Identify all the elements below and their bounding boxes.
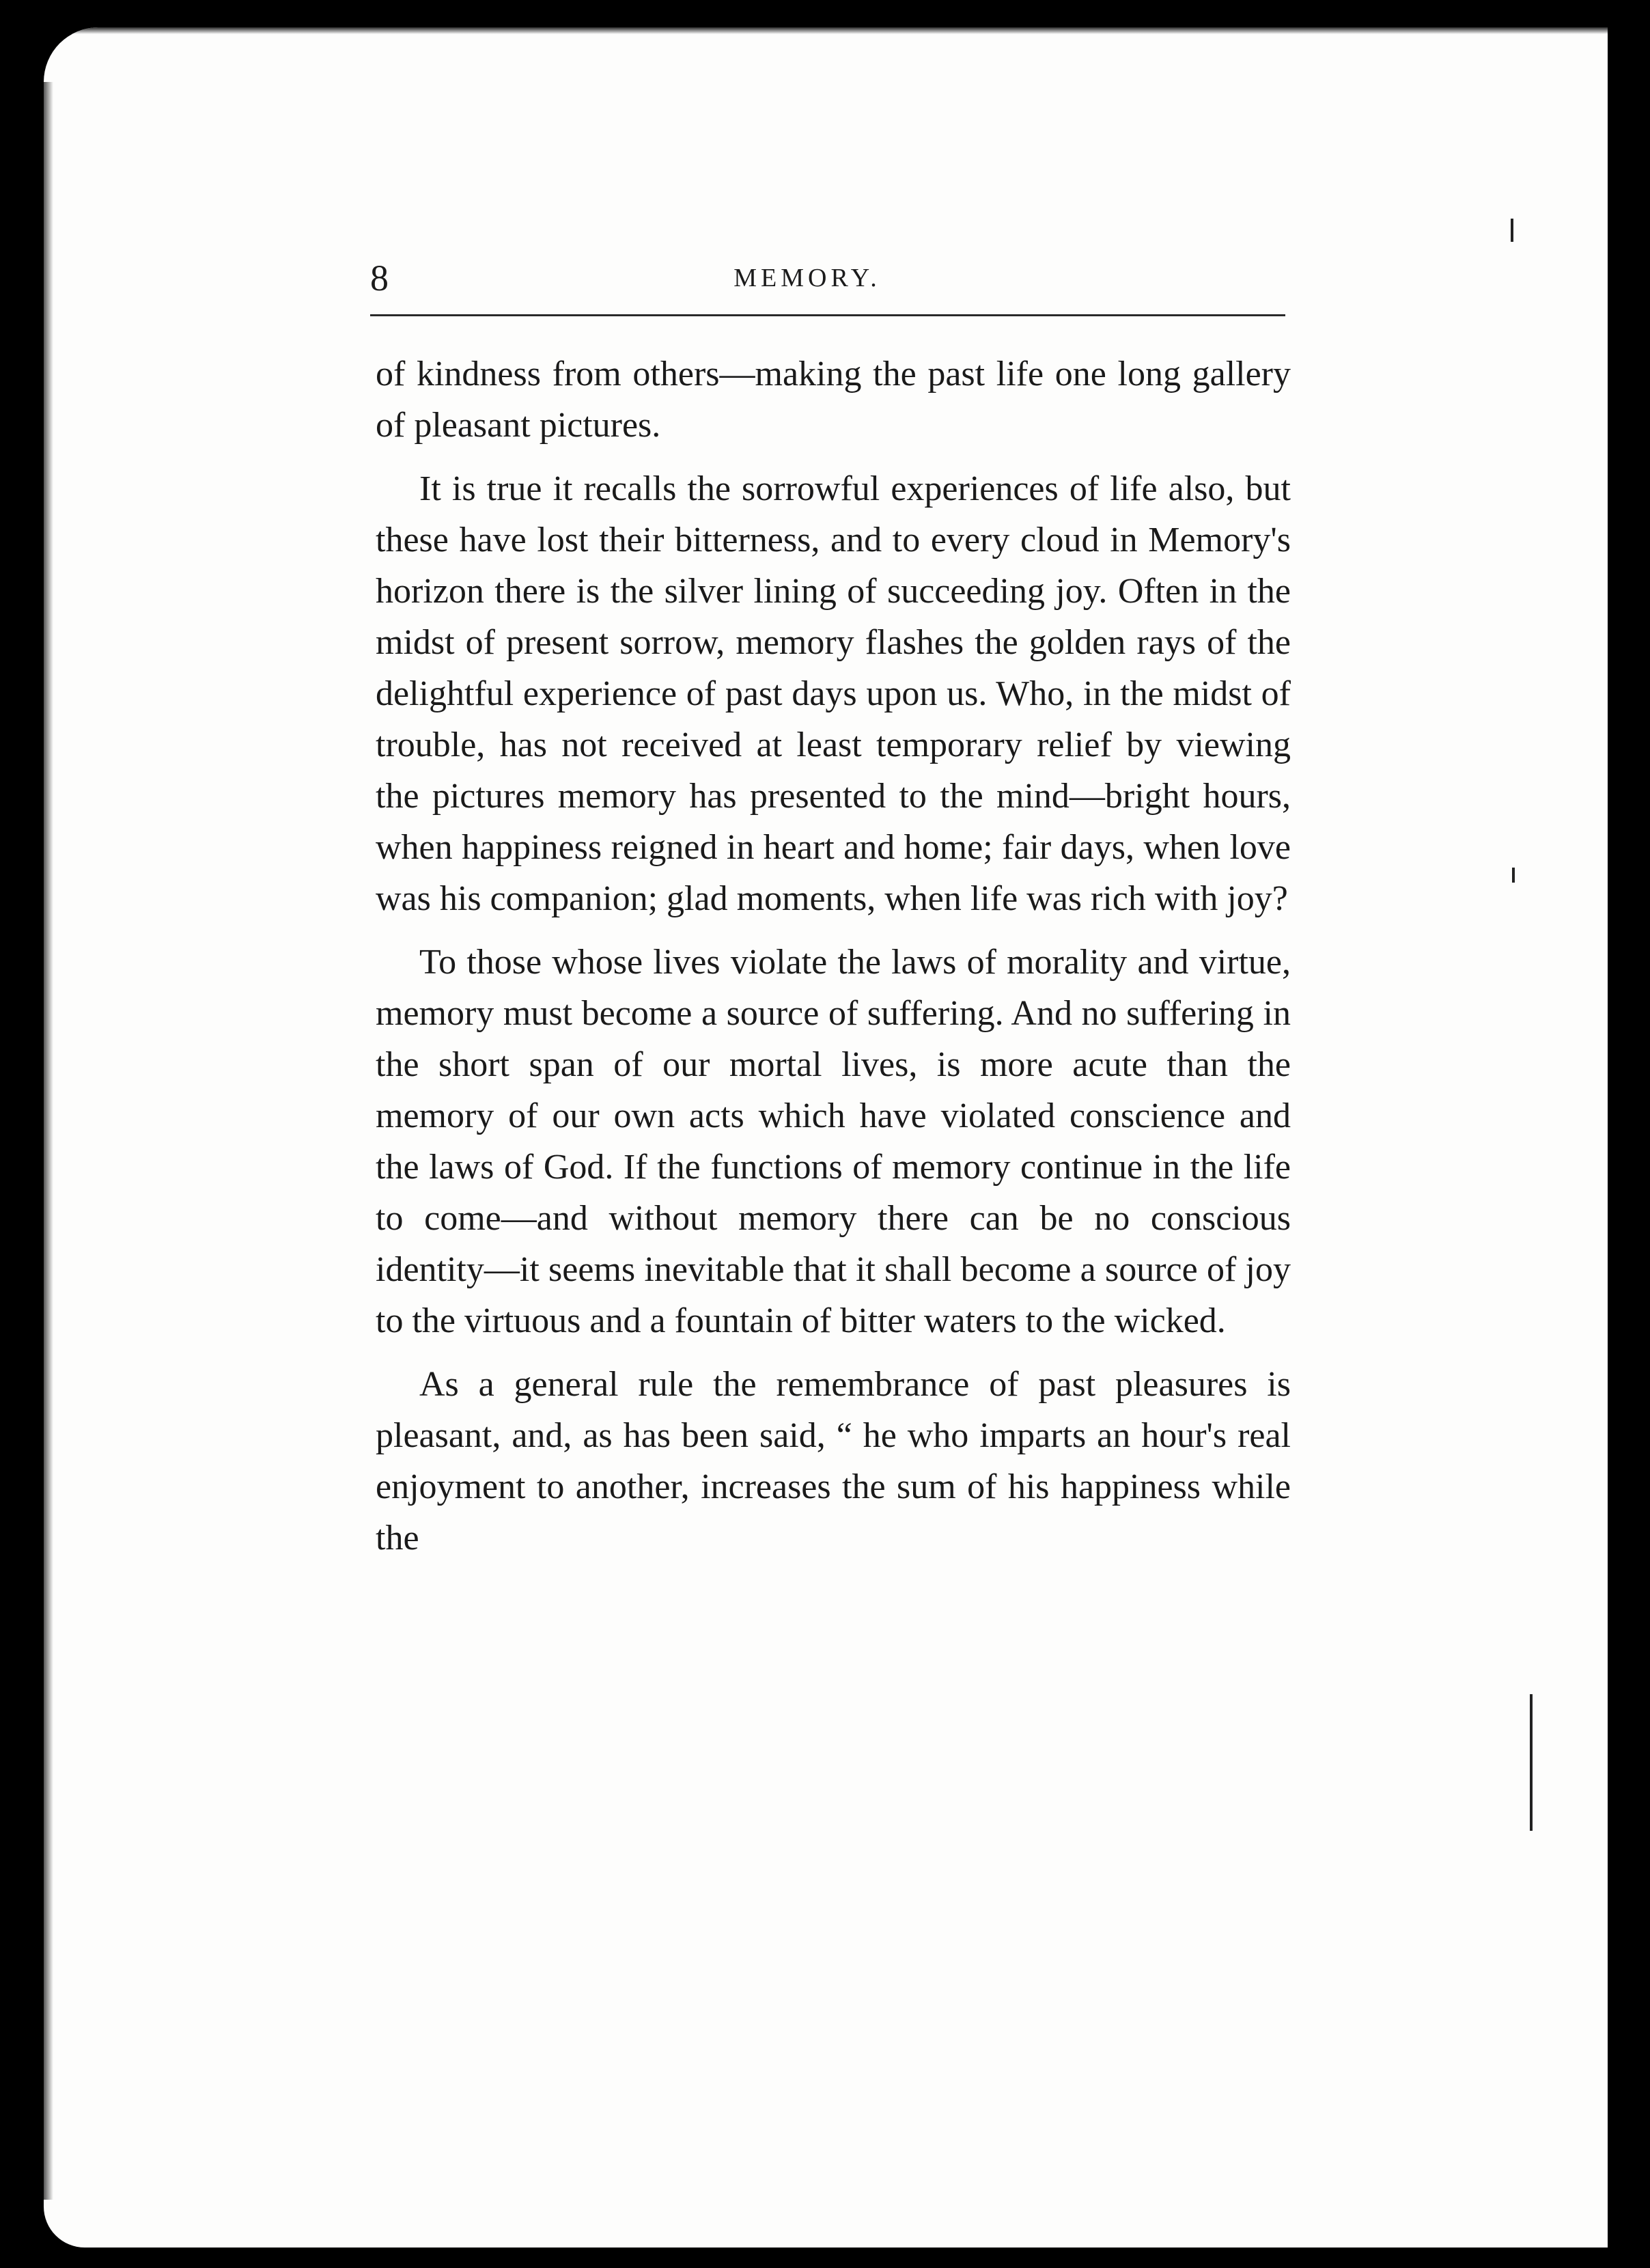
scan-mark: [1512, 868, 1515, 883]
header-rule: [370, 314, 1285, 316]
paragraph: To those whose lives violate the laws of morality and virtue, memory must become a source of suffering. And no suffering in the short span of our mortal lives, is more acute than the memory of our own acts which have violated conscience and the laws of God. If the functions of memory continue in the life to come—and without memory there can be no conscious identity—it seems inevitable that it shall become a source of joy to the virtuous and a fountain of bitter waters to the wicked.: [376, 943, 1291, 1340]
page-top-edge: [44, 27, 1608, 34]
page-left-edge-shadow: [44, 82, 53, 2200]
running-title: MEMORY.: [733, 264, 881, 292]
page-header: [329, 246, 1285, 307]
paragraph: As a general rule the remembrance of past pleasures is pleasant, and, as has been said, “ he who imparts an hour's real enjoyment to another, increases the sum of his happiness while the: [376, 1365, 1291, 1558]
paragraph: of kindness from others—making the past life one long gallery of pleasant pictures.: [376, 355, 1291, 445]
body-text: [376, 348, 1291, 1576]
scan-mark: [1530, 1694, 1533, 1831]
page-number: 8: [370, 258, 389, 299]
paragraph: It is true it recalls the sorrowful experiences of life also, but these have lost their bitterness, and to every cloud in Memory's horizon there is the silver lining of succeeding joy. Often in the midst of present sorrow, memory flashes the golden rays of the delightful experience of past days upon us. Who, in the midst of trouble, has not received at least temporary relief by viewing the pictures memory has presented to the mind—bright hours, when happiness reigned in heart and home; fair days, when love was his companion; glad moments, when life was rich with joy?: [376, 469, 1291, 918]
scan-mark: [1511, 219, 1513, 242]
